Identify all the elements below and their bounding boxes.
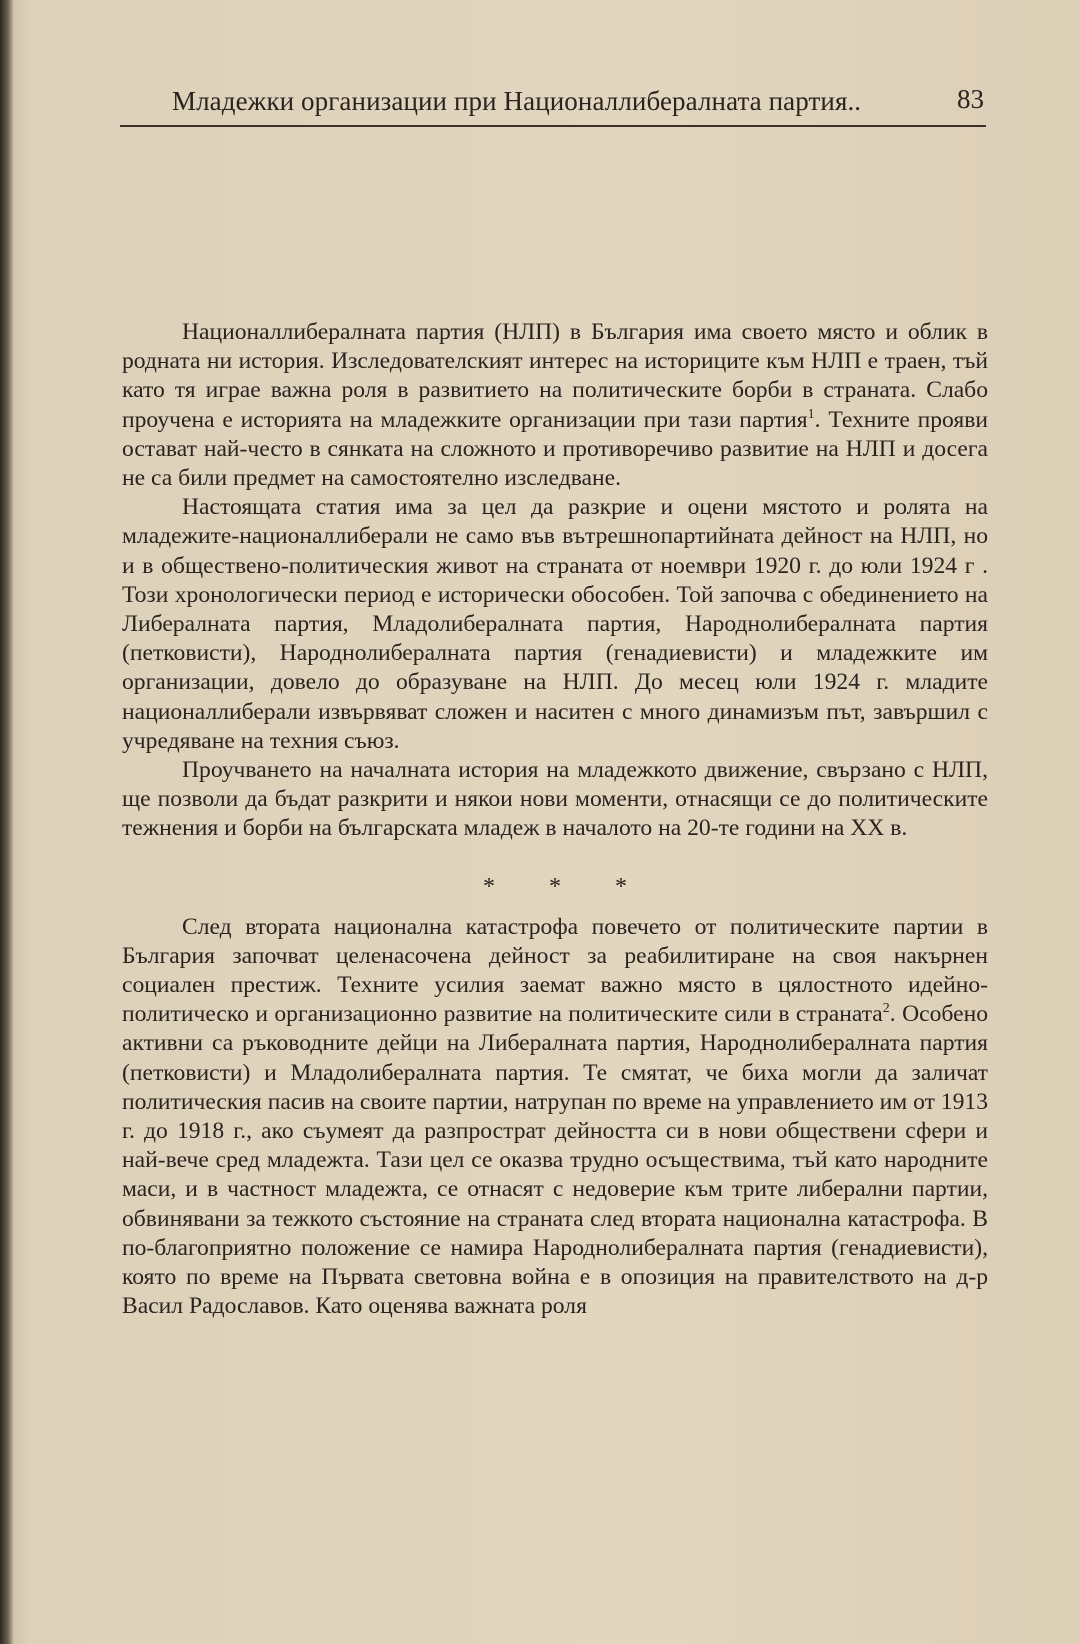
- paragraph-1-text: Националлибералната партия (НЛП) в България има своето място и облик в родната ни история. Изследователският интерес на историците към НЛП е траен, тъй като тя играе важна роля в развитието на политическите борби в страната. Слабо проучена е историята на младежките организации при тази партия: [122, 319, 988, 433]
- page-number: 83: [957, 84, 984, 114]
- header-rule: [120, 125, 986, 127]
- paragraph-4: [122, 913, 988, 1322]
- paragraph-1-text-cont: . Техните прояви остават най-често в сянката на сложното и противоречиво развитие на НЛП и досега не са били предмет на самостоятелно изследване.: [122, 406, 988, 492]
- paragraph-4-text-cont: . Особено активни са ръководните дейци на Либералната партия, Народнолибералната партия (петковисти) и Младолибералната партия. Те смятат, че биха могли да заличат политическия пасив на своите партии, натрупан по време на управлението им от 1913 г. до 1918 г., ако съумеят да разпрострат дейността си в нови обществени сфери и най-вече сред младежта. Тази цел се оказва трудно осъществима, тъй като народните маси, и в частност младежта, се отнасят с недоверие към трите либерални партии, обвинявани за тежкото състояние на страната след втората национална катастрофа. В по-благоприятно положение се намира Народнолибералната партия (генадиевисти), която по време на Първата световна война е в опозиция на правителството на д-р Васил Радославов. Като оценява важната роля: [122, 1001, 988, 1320]
- body-text: [122, 318, 988, 1322]
- section-separator: * * *: [483, 873, 651, 900]
- paragraph-4-text: След втората национална катастрофа повечето от политическите партии в България започват целенасочена дейност за реабилитиране на своя накърнен социален престиж. Техните усилия заемат важно място в цялостното идейно-политическо и организационно развитие на политическите сили в страната: [122, 913, 988, 1028]
- paragraph-3: Проучването на началната история на младежкото движение, свързано с НЛП, ще позволи да бъдат разкрити и някои нови моменти, отнасящи се до политическите тежнения и борби на българската младеж в началото на 20-те години на XX в.: [122, 757, 988, 842]
- binding-edge: [0, 0, 14, 1644]
- paragraph-2: Настоящата статия има за цел да разкрие и оцени мястото и ролята на младежите-националлиберали не само във вътрешнопартийната дейност на НЛП, но и в обществено-политическия живот на страната от ноември 1920 г. до юли 1924 г . Този хронологически период е исторически обособен. Той започва с обединението на Либералната партия, Младолибералната партия, Народнолибералната партия (петковисти), Народнолибералната партия (генадиевисти) и младежките им организации, довело до образуване на НЛП. До месец юли 1924 г. младите националлиберали извървяват сложен и наситен с много динамизъм път, завършил с учредяване на техния съюз.: [122, 494, 988, 754]
- footnote-ref-2: 2: [882, 1001, 890, 1017]
- footnote-ref-1: 1: [807, 406, 815, 422]
- running-head: [120, 78, 986, 130]
- running-title: Младежки организации при Националлибералната партия..: [172, 86, 862, 116]
- paragraph-1: [122, 318, 988, 493]
